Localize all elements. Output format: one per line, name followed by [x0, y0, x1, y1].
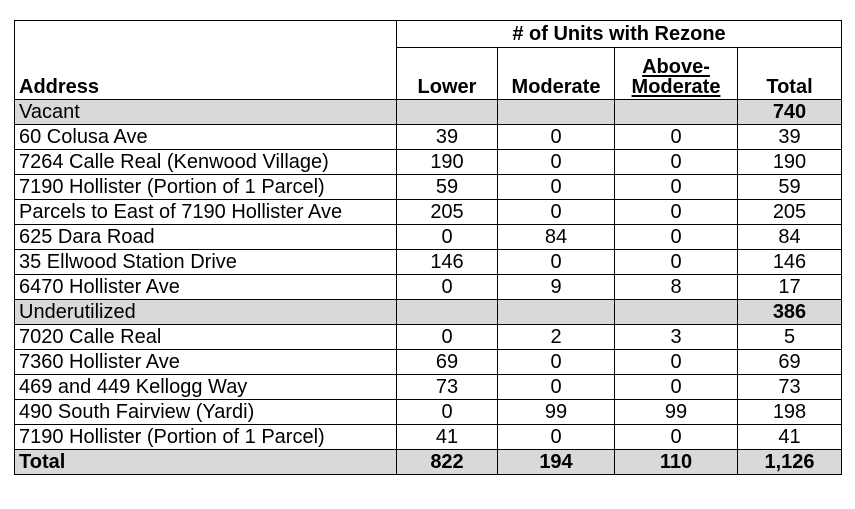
- section-lower-cell: [397, 300, 498, 325]
- section-above-moderate-cell: [615, 100, 738, 125]
- section-name: Underutilized: [15, 300, 397, 325]
- table-row: [15, 125, 842, 150]
- above-moderate-cell: 0: [615, 225, 738, 250]
- total-cell: 198: [738, 400, 842, 425]
- table-row: [15, 375, 842, 400]
- address-cell: 6470 Hollister Ave: [15, 275, 397, 300]
- table-row: [15, 250, 842, 275]
- column-header-moderate: Moderate: [498, 48, 615, 100]
- rezone-units-table: [14, 20, 842, 475]
- lower-cell: 0: [397, 400, 498, 425]
- total-cell: 73: [738, 375, 842, 400]
- total-cell: 17: [738, 275, 842, 300]
- lower-cell: 0: [397, 225, 498, 250]
- table-row: [15, 425, 842, 450]
- grand-total-label: Total: [15, 450, 397, 475]
- grand-total-lower: 822: [397, 450, 498, 475]
- lower-cell: 73: [397, 375, 498, 400]
- total-cell: 205: [738, 200, 842, 225]
- total-cell: 190: [738, 150, 842, 175]
- moderate-cell: 0: [498, 250, 615, 275]
- total-cell: 59: [738, 175, 842, 200]
- total-cell: 5: [738, 325, 842, 350]
- section-total: 740: [738, 100, 842, 125]
- group-header-row: [15, 21, 842, 48]
- section-total: 386: [738, 300, 842, 325]
- table-row: [15, 350, 842, 375]
- total-cell: 84: [738, 225, 842, 250]
- table-body: [15, 21, 842, 475]
- above-moderate-cell: 0: [615, 375, 738, 400]
- total-cell: 41: [738, 425, 842, 450]
- moderate-cell: 2: [498, 325, 615, 350]
- grand-total-moderate: 194: [498, 450, 615, 475]
- above-moderate-cell: 0: [615, 200, 738, 225]
- lower-cell: 39: [397, 125, 498, 150]
- total-cell: 146: [738, 250, 842, 275]
- total-cell: 69: [738, 350, 842, 375]
- section-moderate-cell: [498, 300, 615, 325]
- lower-cell: 205: [397, 200, 498, 225]
- table-row: [15, 400, 842, 425]
- table-row: [15, 200, 842, 225]
- lower-cell: 190: [397, 150, 498, 175]
- address-cell: 60 Colusa Ave: [15, 125, 397, 150]
- section-header-row: [15, 100, 842, 125]
- address-cell: 625 Dara Road: [15, 225, 397, 250]
- total-cell: 39: [738, 125, 842, 150]
- lower-cell: 59: [397, 175, 498, 200]
- table-row: [15, 150, 842, 175]
- column-header-row: [15, 48, 842, 100]
- table-row: [15, 275, 842, 300]
- column-header-address: Address: [15, 48, 397, 100]
- address-cell: 469 and 449 Kellogg Way: [15, 375, 397, 400]
- moderate-cell: 0: [498, 350, 615, 375]
- moderate-cell: 9: [498, 275, 615, 300]
- grand-total-row: [15, 450, 842, 475]
- above-moderate-cell: 0: [615, 125, 738, 150]
- address-cell: 35 Ellwood Station Drive: [15, 250, 397, 275]
- column-header-above-moderate-line1: Above-: [642, 56, 710, 78]
- group-header: # of Units with Rezone: [397, 21, 842, 48]
- above-moderate-cell: 0: [615, 175, 738, 200]
- above-moderate-cell: 0: [615, 425, 738, 450]
- column-header-above-moderate-line2: Moderate: [631, 76, 721, 98]
- lower-cell: 69: [397, 350, 498, 375]
- section-above-moderate-cell: [615, 300, 738, 325]
- column-header-lower: Lower: [397, 48, 498, 100]
- address-cell: Parcels to East of 7190 Hollister Ave: [15, 200, 397, 225]
- above-moderate-cell: 3: [615, 325, 738, 350]
- above-moderate-cell: 0: [615, 250, 738, 275]
- moderate-cell: 0: [498, 125, 615, 150]
- above-moderate-cell: 8: [615, 275, 738, 300]
- moderate-cell: 0: [498, 200, 615, 225]
- address-cell: 7190 Hollister (Portion of 1 Parcel): [15, 175, 397, 200]
- address-cell: 7020 Calle Real: [15, 325, 397, 350]
- moderate-cell: 84: [498, 225, 615, 250]
- moderate-cell: 0: [498, 425, 615, 450]
- grand-total-above-moderate: 110: [615, 450, 738, 475]
- address-cell: 7264 Calle Real (Kenwood Village): [15, 150, 397, 175]
- moderate-cell: 0: [498, 375, 615, 400]
- table-row: [15, 175, 842, 200]
- table-row: [15, 225, 842, 250]
- section-header-row: [15, 300, 842, 325]
- column-header-total: Total: [738, 48, 842, 100]
- section-name: Vacant: [15, 100, 397, 125]
- lower-cell: 146: [397, 250, 498, 275]
- lower-cell: 0: [397, 275, 498, 300]
- address-cell: 7190 Hollister (Portion of 1 Parcel): [15, 425, 397, 450]
- header-blank-cell: [15, 21, 397, 48]
- address-cell: 7360 Hollister Ave: [15, 350, 397, 375]
- moderate-cell: 0: [498, 150, 615, 175]
- lower-cell: 41: [397, 425, 498, 450]
- address-cell: 490 South Fairview (Yardi): [15, 400, 397, 425]
- above-moderate-cell: 99: [615, 400, 738, 425]
- section-moderate-cell: [498, 100, 615, 125]
- lower-cell: 0: [397, 325, 498, 350]
- above-moderate-cell: 0: [615, 150, 738, 175]
- grand-total-total: 1,126: [738, 450, 842, 475]
- moderate-cell: 99: [498, 400, 615, 425]
- above-moderate-cell: 0: [615, 350, 738, 375]
- column-header-above-moderate: [615, 48, 738, 100]
- section-lower-cell: [397, 100, 498, 125]
- moderate-cell: 0: [498, 175, 615, 200]
- table-row: [15, 325, 842, 350]
